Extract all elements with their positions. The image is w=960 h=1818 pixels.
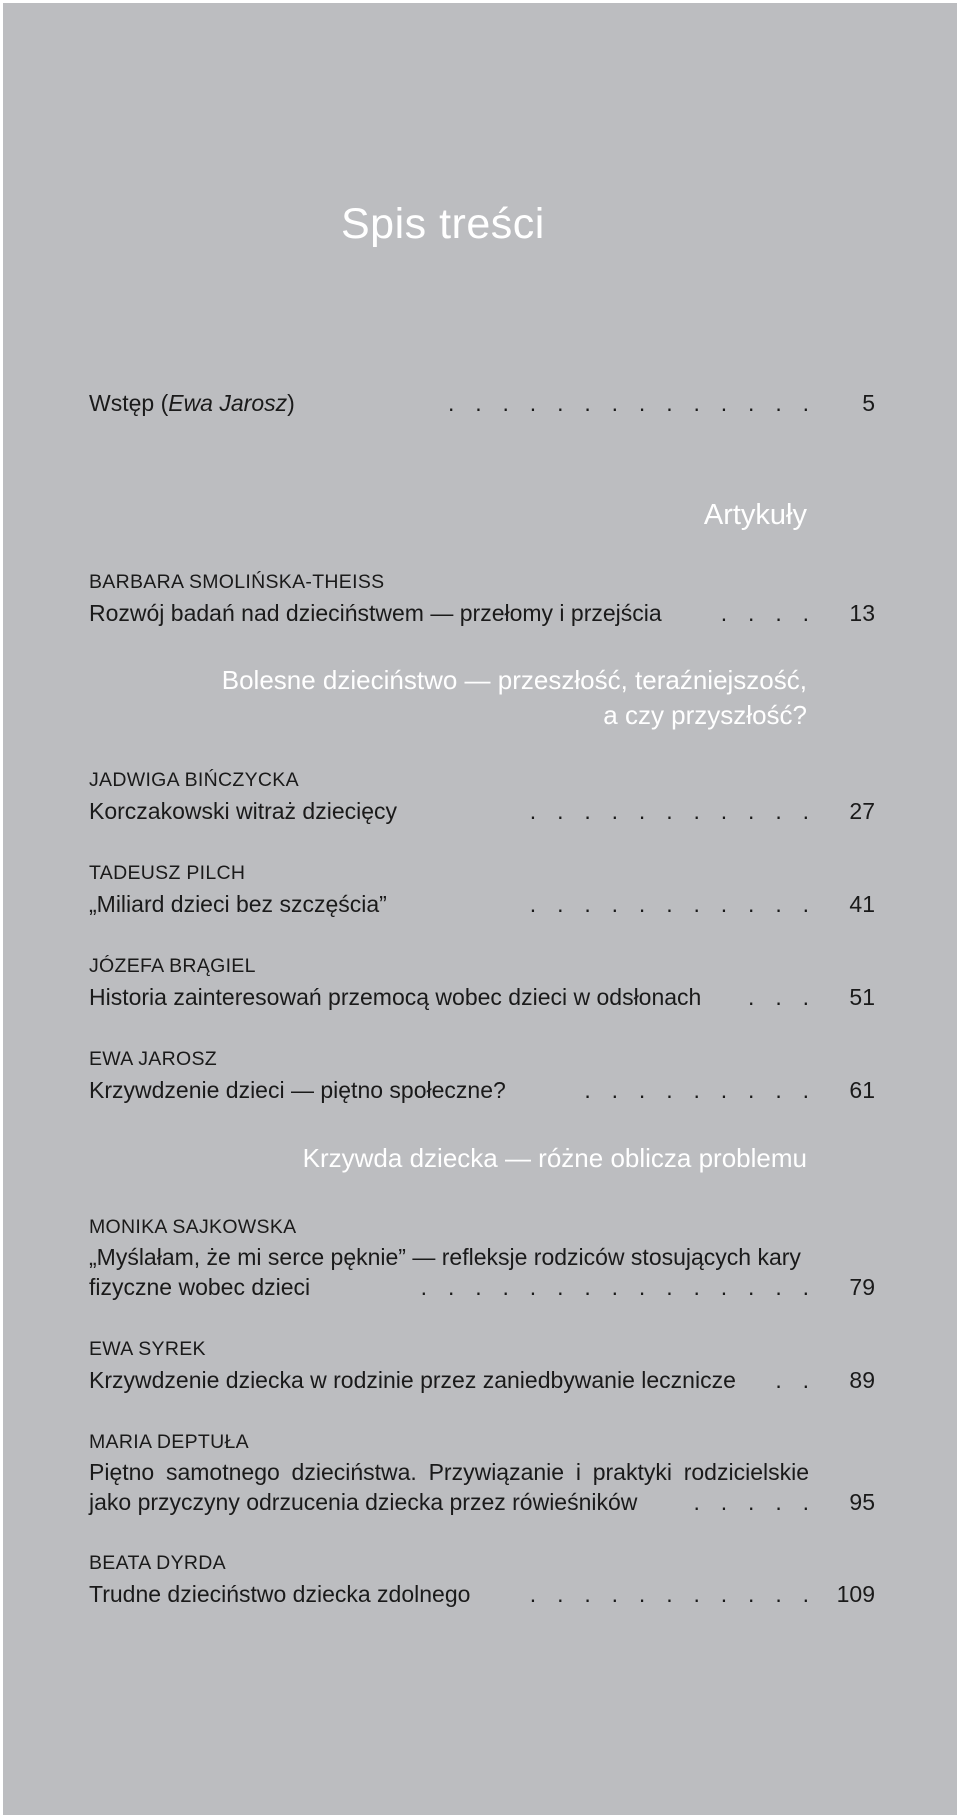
section-heading-krzywda: Krzywda dziecka — różne oblicza problemu [302, 1143, 807, 1173]
section-heading-line: a czy przyszłość? [603, 700, 807, 730]
toc-entry-row [89, 1272, 875, 1302]
toc-entry-title [89, 388, 295, 418]
page-number: 41 [849, 891, 875, 917]
entry-author: BEATA DYRDA [89, 1552, 226, 1574]
toc-entry-row [89, 1487, 875, 1517]
section-heading-artykuly: Artykuły [703, 499, 807, 531]
leader-dots: . . . . . . . . . . . [529, 891, 809, 917]
toc-entry-title-line: Piętno samotnego dzieciństwa. Przywiązanie i praktyki rodzicielskie [89, 1459, 809, 1485]
intro-label-end: ) [287, 390, 295, 416]
entry-author: EWA SYREK [89, 1338, 206, 1360]
intro-author: Ewa Jarosz [168, 390, 288, 416]
toc-entry[interactable] [89, 954, 875, 1012]
leader-dots: . . . . . . . . . [584, 1077, 809, 1103]
toc-entry[interactable] [89, 1215, 875, 1302]
entry-author: MARIA DEPTUŁA [89, 1431, 249, 1453]
leader-dots: . . . . . . . . . . . . . . [447, 390, 809, 416]
toc-entry[interactable] [89, 768, 875, 826]
entry-author: JÓZEFA BRĄGIEL [89, 955, 256, 977]
page-number: 109 [836, 1581, 875, 1607]
toc-entry[interactable] [89, 1047, 875, 1105]
page-number: 51 [849, 984, 875, 1010]
section-heading-bolesne [222, 663, 807, 733]
page-number: 95 [849, 1489, 875, 1515]
entry-author: BARBARA SMOLIŃSKA-THEISS [89, 571, 385, 593]
page-number: 5 [862, 390, 875, 416]
intro-label: Wstęp ( [89, 390, 169, 416]
toc-entry-title: Krzywdzenie dzieci — piętno społeczne? [89, 1077, 506, 1103]
toc-entry-row [89, 1075, 875, 1105]
page-number: 13 [849, 600, 875, 626]
entry-author: JADWIGA BIŃCZYCKA [89, 769, 299, 791]
leader-dots: . . [775, 1367, 809, 1393]
toc-entry-title: Trudne dzieciństwo dziecka zdolnego [89, 1581, 471, 1607]
leader-dots: . . . [748, 984, 809, 1010]
toc-entry-row [89, 796, 875, 826]
section-heading-line: Bolesne dzieciństwo — przeszłość, teraźniejszość, [221, 665, 807, 695]
toc-entry-intro[interactable] [89, 388, 875, 418]
toc-entry-row [89, 982, 875, 1012]
toc-entry-row [89, 1365, 875, 1395]
toc-page [3, 3, 957, 1815]
toc-entry[interactable] [89, 1337, 875, 1395]
page-title: Spis treści [341, 200, 545, 248]
page-number: 79 [849, 1274, 875, 1300]
leader-dots: . . . . . . . . . . . . . . . [420, 1274, 809, 1300]
leader-dots: . . . . [720, 600, 809, 626]
page-number: 61 [849, 1077, 875, 1103]
toc-entry-row [89, 889, 875, 919]
toc-entry-title: Krzywdzenie dziecka w rodzinie przez zaniedbywanie lecznicze [89, 1367, 736, 1393]
page-number: 89 [849, 1367, 875, 1393]
toc-entry[interactable] [89, 1551, 875, 1609]
toc-entry-row [89, 598, 875, 628]
entry-author: MONIKA SAJKOWSKA [89, 1216, 297, 1238]
toc-entry-row [89, 1579, 875, 1609]
leader-dots: . . . . . [693, 1489, 809, 1515]
toc-entry-title: Rozwój badań nad dzieciństwem — przełomy i przejścia [89, 600, 662, 626]
toc-entry[interactable] [89, 1430, 875, 1517]
leader-dots: . . . . . . . . . . . [529, 798, 809, 824]
toc-entry-row [89, 388, 875, 418]
toc-entry-title: fizyczne wobec dzieci [89, 1274, 311, 1300]
entry-author: TADEUSZ PILCH [89, 862, 246, 884]
entry-author: EWA JAROSZ [89, 1048, 217, 1070]
toc-entry-title: Historia zainteresowań przemocą wobec dzieci w odsłonach [89, 984, 702, 1010]
leader-dots: . . . . . . . . . . . [529, 1581, 809, 1607]
toc-entry-title: jako przyczyny odrzucenia dziecka przez rówieśników [89, 1489, 638, 1515]
page-number: 27 [849, 798, 875, 824]
toc-entry[interactable] [89, 861, 875, 919]
toc-entry-title-line: „Myślałam, że mi serce pęknie” — refleksje rodziców stosujących kary [89, 1244, 801, 1270]
toc-entry-title: Korczakowski witraż dziecięcy [89, 798, 398, 824]
toc-entry-title: „Miliard dzieci bez szczęścia” [89, 891, 387, 917]
toc-entry[interactable] [89, 570, 875, 628]
